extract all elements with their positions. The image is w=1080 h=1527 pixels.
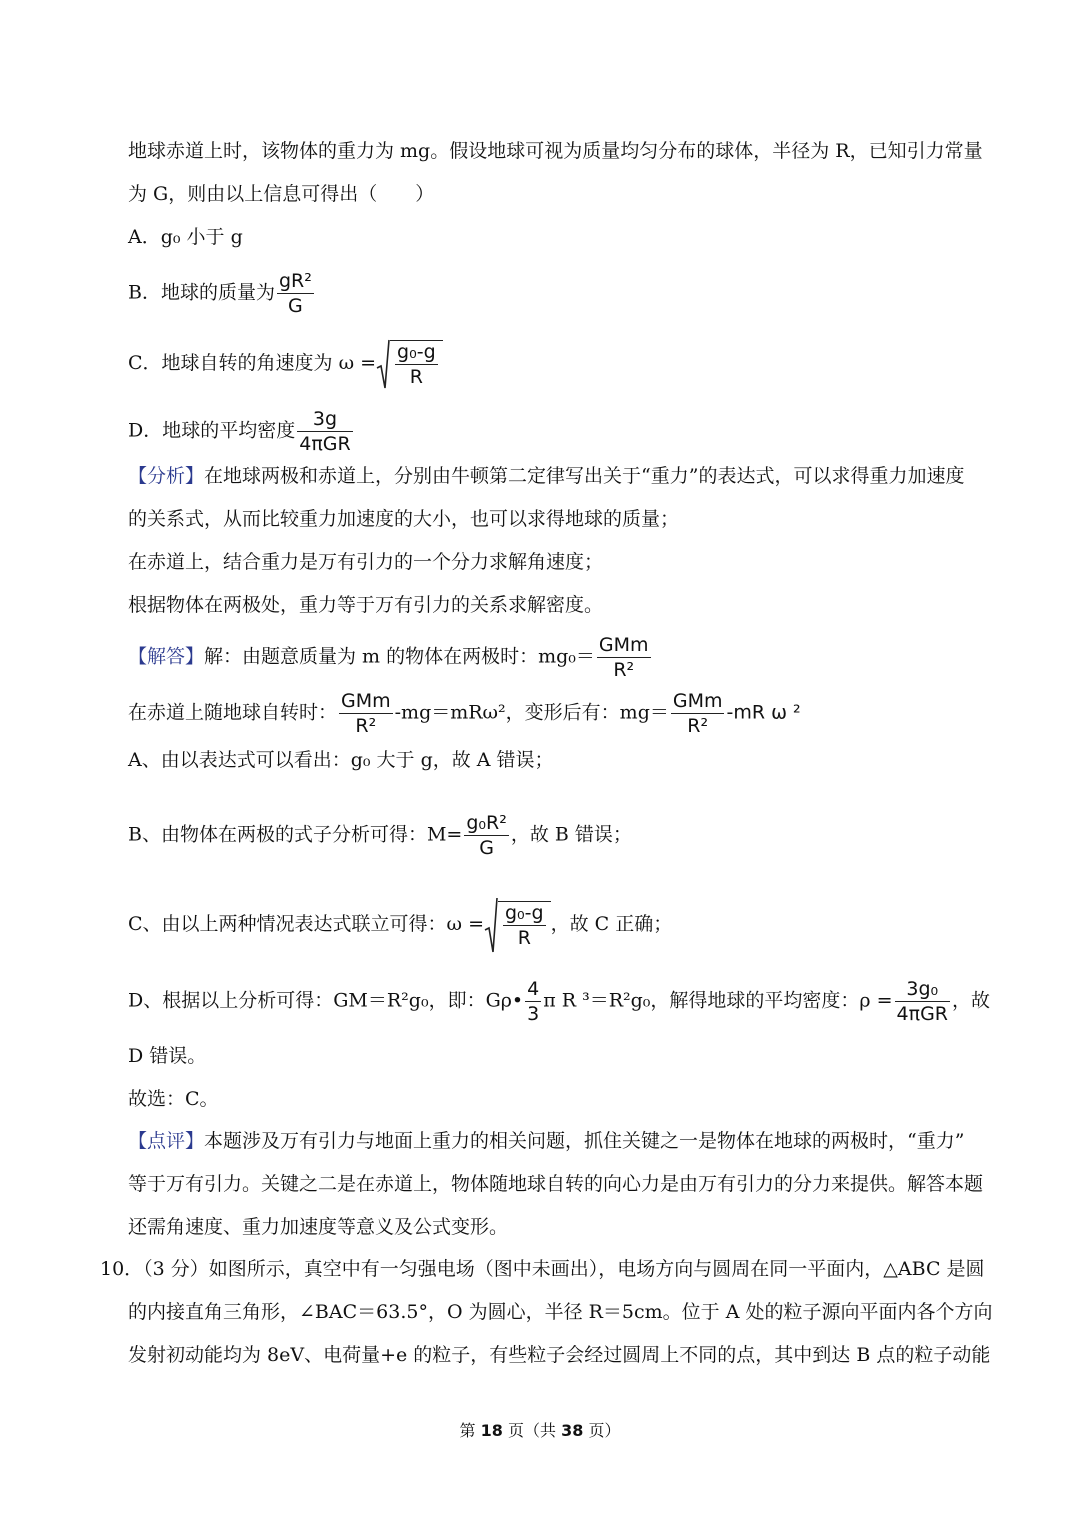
- frac-num: GMm: [598, 634, 649, 656]
- frac-den: R²: [687, 715, 709, 737]
- answer-text: π R ³＝R²g₀，解得地球的平均密度：ρ =: [543, 989, 893, 1012]
- comment-text: 本题涉及万有引力与地面上重力的相关问题，抓住关键之一是物体在地球的两极时，“重力”: [204, 1130, 965, 1152]
- frac-den: G: [288, 295, 303, 317]
- text-line: 根据物体在两极处，重力等于万有引力的关系求解密度。: [128, 594, 604, 616]
- page-number: 18: [480, 1421, 503, 1440]
- choice-line: 故选：C。: [128, 1088, 219, 1110]
- text-line: 的内接直角三角形，∠BAC＝63.5°，O 为圆心，半径 R＝5cm。位于 A 处的粒子源向平面内各个方向: [128, 1301, 993, 1323]
- analysis-text: 在地球两极和赤道上，分别由牛顿第二定律写出关于“重力”的表达式，可以求得重力加速度: [204, 465, 965, 487]
- formula-fraction: [671, 690, 725, 737]
- answer-line-2: [128, 690, 801, 737]
- frac-den: G: [479, 837, 494, 859]
- text-line: 地球赤道上时，该物体的重力为 mg。假设地球可视为质量均匀分布的球体，半径为 R，已知引力常量: [128, 140, 983, 162]
- frac-num: gR²: [278, 270, 312, 292]
- footer-text: 第: [459, 1421, 476, 1440]
- frac-num: GMm: [672, 690, 723, 712]
- formula-fraction: [525, 978, 541, 1025]
- answer-d: [128, 978, 990, 1025]
- frac-num: 4: [527, 978, 540, 1000]
- formula-fraction: [597, 634, 651, 681]
- option-b-text: B．地球的质量为: [128, 281, 275, 304]
- frac-den: R²: [355, 715, 377, 737]
- text-line: D 错误。: [128, 1045, 207, 1067]
- answer-text: -mR ω ²: [726, 701, 801, 724]
- frac-den: R: [517, 927, 531, 949]
- analysis-tag: 【分析】: [128, 465, 205, 487]
- frac-num: 3g: [297, 408, 352, 432]
- answer-c: [128, 896, 672, 954]
- formula-fraction: [297, 408, 352, 455]
- option-d-text: D．地球的平均密度: [128, 419, 296, 442]
- answer-text: -mg＝mRω²，变形后有：mg＝: [394, 701, 669, 724]
- frac-den: R: [409, 366, 423, 388]
- page-footer: [0, 1418, 1080, 1441]
- formula-fraction: [503, 902, 546, 949]
- sqrt-symbol: [376, 338, 390, 390]
- formula-fraction: [339, 690, 393, 737]
- formula-fraction: [277, 270, 314, 317]
- text-line: 还需角速度、重力加速度等意义及公式变形。: [128, 1216, 509, 1238]
- answer-text: D、根据以上分析可得：GM＝R²g₀，即：Gρ•: [128, 989, 524, 1012]
- footer-text: 页（共: [507, 1421, 556, 1440]
- text-line: 在赤道上，结合重力是万有引力的一个分力求解角速度；: [128, 551, 604, 573]
- answer-text: B、由物体在两极的式子分析可得：M=: [128, 823, 463, 846]
- comment-tag: 【点评】: [128, 1130, 205, 1152]
- frac-den: 3: [527, 1003, 540, 1025]
- sqrt-symbol: [484, 896, 498, 954]
- question-10: 10．（3 分）如图所示，真空中有一匀强电场（图中未画出），电场方向与圆周在同一平面内，△ABC 是圆: [100, 1258, 985, 1280]
- answer-text: ，故: [952, 989, 991, 1012]
- option-c-text: C．地球自转的角速度为 ω =: [128, 352, 377, 374]
- answer-line: [128, 634, 653, 681]
- answer-tag: 【解答】: [128, 645, 205, 668]
- frac-den: R²: [613, 659, 635, 681]
- footer-text: 页）: [588, 1421, 621, 1440]
- sqrt-content: [390, 340, 443, 388]
- frac-num: g₀-g: [397, 341, 436, 363]
- page-total: 38: [561, 1421, 584, 1440]
- text-line: 为 G，则由以上信息可得出（ ）: [128, 183, 435, 205]
- formula-fraction: [464, 812, 509, 859]
- answer-text: ，故 C 正确；: [550, 913, 673, 935]
- answer-text: 解：由题意质量为 m 的物体在两极时：mg₀＝: [204, 645, 595, 668]
- answer-text: C、由以上两种情况表达式联立可得：ω =: [128, 913, 484, 935]
- frac-den: 4πGR: [896, 1003, 948, 1025]
- frac-num: g₀R²: [466, 812, 507, 834]
- comment-line: [128, 1128, 964, 1154]
- frac-num: GMm: [341, 690, 391, 712]
- frac-den: 4πGR: [299, 433, 351, 455]
- option-c: [128, 338, 443, 390]
- option-d: [128, 408, 355, 455]
- frac-num: 3g₀: [895, 978, 950, 1002]
- answer-text: 在赤道上随地球自转时：: [128, 701, 338, 724]
- formula-fraction: [395, 341, 438, 388]
- sqrt-content: [498, 901, 551, 949]
- analysis-line: [128, 463, 964, 489]
- frac-num: g₀-g: [505, 902, 544, 924]
- option-b: [128, 270, 316, 317]
- option-a: A．g₀ 小于 g: [128, 226, 243, 248]
- formula-fraction: [895, 978, 950, 1025]
- text-line: 等于万有引力。关键之二是在赤道上，物体随地球自转的向心力是由万有引力的分力来提供。解答本题: [128, 1173, 984, 1195]
- answer-a: A、由以表达式可以看出：g₀ 大于 g，故 A 错误；: [128, 749, 554, 771]
- answer-text: ，故 B 错误；: [510, 823, 632, 846]
- text-line: 发射初动能均为 8eV、电荷量+e 的粒子，有些粒子会经过圆周上不同的点，其中到达 B 点的粒子动能: [128, 1344, 991, 1366]
- text-line: 的关系式，从而比较重力加速度的大小，也可以求得地球的质量；: [128, 508, 680, 530]
- answer-b: [128, 812, 632, 859]
